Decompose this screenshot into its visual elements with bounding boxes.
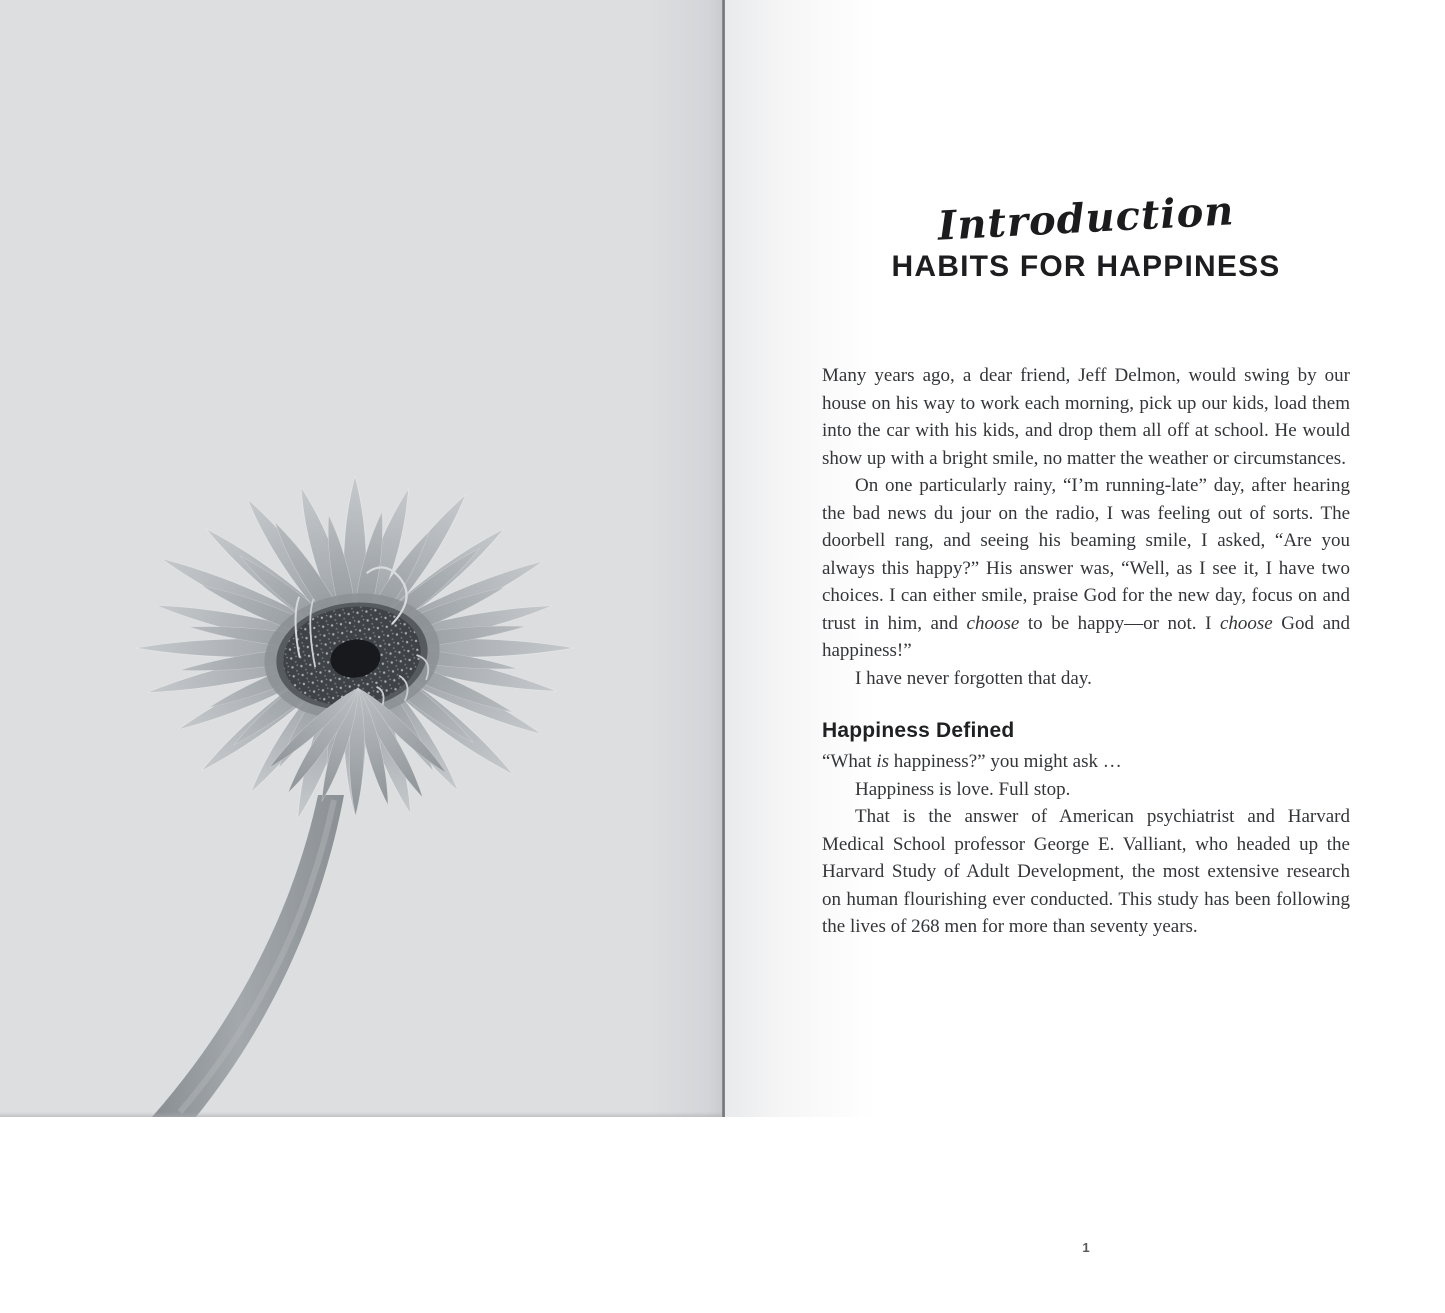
chapter-label: Introduction [936, 187, 1236, 250]
page-number: 1 [1082, 1240, 1090, 1255]
body-paragraph: “What is happiness?” you might ask … [822, 751, 1122, 772]
flower-stem [152, 795, 344, 1117]
chapter-title: HABITS FOR HAPPINESS [891, 250, 1281, 283]
body-text [822, 362, 1350, 941]
left-page-bottom-edge [0, 1112, 722, 1117]
gerbera-daisy-photo [0, 0, 722, 1117]
body-paragraph: On one particularly rainy, “I’m running-late” day, after hearing the bad news du jour on the radio, I was feeling out of sorts. The doorbell rang, and seeing his beaming smile, I asked, “Are you always this happy?” His answer was, “Well, as I see it, I have two choices. I can either smile, praise God for the new day, focus on and trust in him, and choose to be happy—or not. I choose God and happiness!” [822, 475, 1351, 661]
body-paragraph: Many years ago, a dear friend, Jeff Delmon, would swing by our house on his way to work each morning, pick up our kids, load them into the car with his kids, and drop them all off at school. He would show up with a bright smile, no matter the weather or circumstances. [822, 365, 1350, 469]
body-paragraph: I have never forgotten that day. [855, 667, 1092, 689]
body-paragraph: Happiness is love. Full stop. [855, 778, 1071, 800]
text-column [822, 187, 1351, 1313]
section-heading: Happiness Defined [822, 719, 1015, 742]
left-page [0, 0, 722, 1117]
body-paragraph: That is the answer of American psychiatrist and Harvard Medical School professor George E. Valliant, who headed up the Harvard Study of Adult Development, the most extensive research on human flourishing ever conducted. This study has been following the lives of 268 men for more than seventy years. [822, 806, 1350, 937]
right-page [725, 0, 1445, 1255]
